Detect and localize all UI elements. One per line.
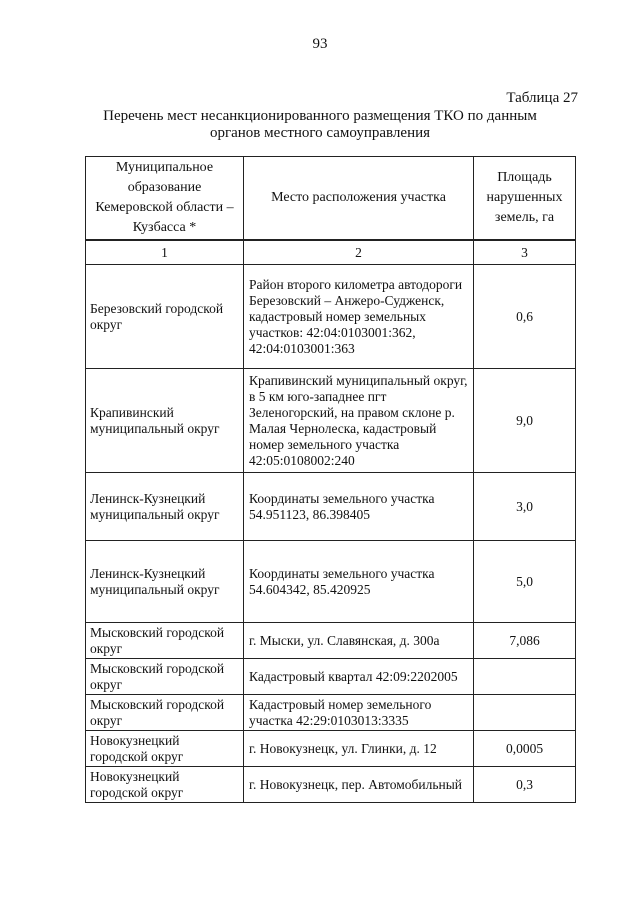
column-number: 1 [86,241,244,265]
table-row [86,473,576,541]
location-cell: Координаты земельного участка 54.604342, 85.420925 [244,541,474,623]
area-cell: 9,0 [474,369,576,473]
header-location: Место расположения участка [244,157,474,240]
header-area: Площадь нарушенных земель, га [474,157,576,240]
area-cell: 0,3 [474,767,576,803]
location-cell: г. Новокузнецк, пер. Автомобильный [244,767,474,803]
column-number-row [86,241,576,265]
municipality-cell: Новокузнецкий городской округ [86,767,244,803]
area-cell: 0,0005 [474,731,576,767]
table-row [86,265,576,369]
data-table [85,240,576,803]
table-row [86,623,576,659]
area-cell: 5,0 [474,541,576,623]
table-row [86,731,576,767]
header-row [86,157,576,240]
table-row [86,659,576,695]
municipality-cell: Мысковский городской округ [86,659,244,695]
table-row [86,767,576,803]
municipality-cell: Мысковский городской округ [86,623,244,659]
column-number: 2 [244,241,474,265]
table-title: Перечень мест несанкционированного размещения ТКО по данным органов местного самоуправления [103,108,537,141]
location-cell: Кадастровый квартал 42:09:2202005 [244,659,474,695]
header-municipality: Муниципальное образование Кемеровской области – Кузбасса * [86,157,244,240]
area-cell: 0,6 [474,265,576,369]
municipality-cell: Мысковский городской округ [86,695,244,731]
table-row [86,541,576,623]
location-cell: Кадастровый номер земельного участка 42:29:0103013:3335 [244,695,474,731]
page-number: 93 [312,36,328,52]
area-cell [474,659,576,695]
table-label: Таблица 27 [506,90,578,106]
column-number: 3 [474,241,576,265]
area-cell [474,695,576,731]
location-cell: Крапивинский муниципальный округ, в 5 км юго-западнее пгт Зеленогорский, на правом склоне р. Малая Чернолеска, кадастровый номер земельного участка 42:05:0108002:240 [244,369,474,473]
area-cell: 7,086 [474,623,576,659]
location-cell: г. Новокузнецк, ул. Глинки, д. 12 [244,731,474,767]
location-cell: Район второго километра автодороги Березовский – Анжеро-Судженск, кадастровый номер земельных участков: 42:04:0103001:362, 42:04:0103001:363 [244,265,474,369]
municipality-cell: Крапивинский муниципальный округ [86,369,244,473]
location-cell: г. Мыски, ул. Славянская, д. 300а [244,623,474,659]
municipality-cell: Новокузнецкий городской округ [86,731,244,767]
municipality-cell: Ленинск-Кузнецкий муниципальный округ [86,473,244,541]
municipality-cell: Березовский городской округ [86,265,244,369]
location-cell: Координаты земельного участка 54.951123, 86.398405 [244,473,474,541]
table-row [86,695,576,731]
table-row [86,369,576,473]
table-header [85,156,576,240]
municipality-cell: Ленинск-Кузнецкий муниципальный округ [86,541,244,623]
area-cell: 3,0 [474,473,576,541]
